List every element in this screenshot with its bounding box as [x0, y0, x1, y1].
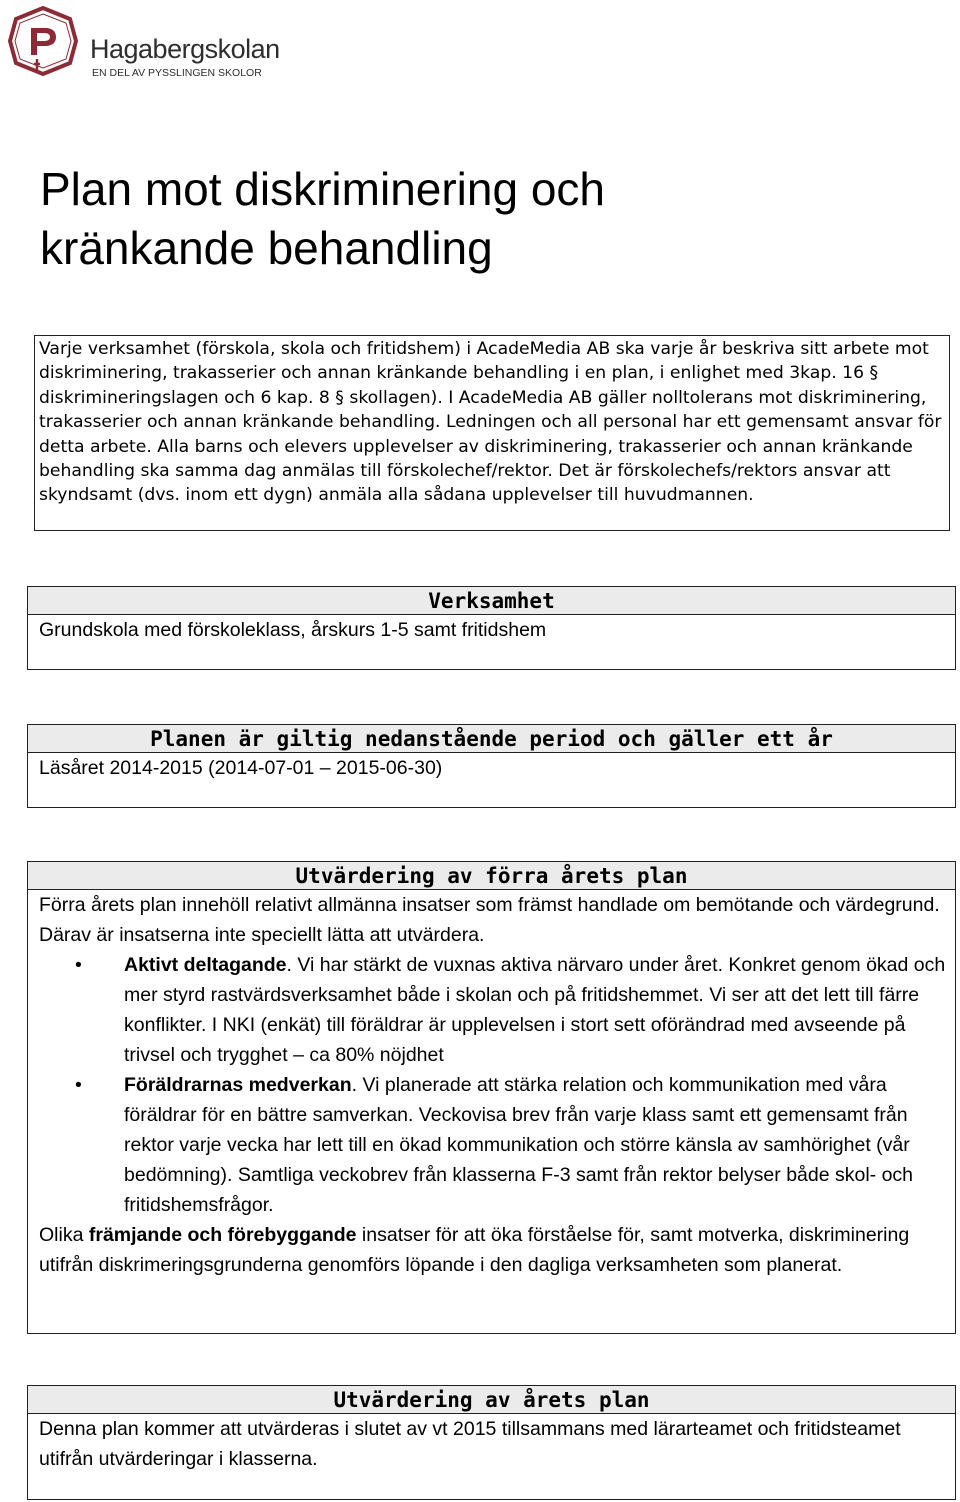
closing-text-end: insatser för att öka förståelse för, samt motverka, diskriminering utifrån diskrimeringsgrunderna genomförs löpande i den dagliga verksamheten som planerat.	[39, 1224, 910, 1276]
forra-aret-closing	[39, 1220, 955, 1280]
intro-text: Varje verksamhet (förskola, skola och fritidshem) i AcadeMedia AB ska varje år beskriva sitt arbete mot diskriminering, trakasserier och annan kränkande behandling i en plan, i enlighet med 3kap. 16 § diskrimineringslagen och 6 kap. 8 § skollagen). I AcadeMedia AB gäller nolltolerans mot diskriminering, trakasserier och annan kränkande behandling. Ledningen och all personal har ett gemensamt ansvar för detta arbete. Alla barns och elevers upplevelser av diskriminering, trakasserier och annan kränkande behandling ska samma dag anmälas till förskolechef/rektor. Det är förskolechefs/rektors ansvar att skyndsamt (dvs. inom ett dygn) anmäla alla sådana upplevelser till huvudmannen.	[39, 339, 942, 506]
period-text: Läsåret 2014-2015 (2014-07-01 – 2015-06-30)	[39, 757, 443, 779]
verksamhet-heading: Verksamhet	[28, 587, 955, 615]
page-title	[40, 160, 920, 278]
closing-bold-text: främjande och förebyggande	[88, 1224, 357, 1246]
list-item	[39, 950, 955, 1070]
arets-plan-text: Denna plan kommer att utvärderas i slutet av vt 2015 tillsammans med lärarteamet och fritidsteamet utifrån utvärderingar i klasserna.	[39, 1418, 901, 1470]
bullet-text: . Vi har stärkt de vuxnas aktiva närvaro under året. Konkret genom ökad och mer styrd rastvärdsverksamhet både i skolan och på fritidshemmet. Vi ser att det lett till färre konflikter. I NKI (enkät) till föräldrar är upplevelsen i stort sett oförändrad med avseende på trivsel och trygghet – ca 80% nöjdhet	[124, 954, 946, 1066]
bullet-title: Föräldrarnas medverkan	[124, 1074, 352, 1096]
school-logo	[8, 6, 280, 79]
arets-plan-heading: Utvärdering av årets plan	[28, 1386, 955, 1414]
forra-aret-intro: Förra årets plan innehöll relativt allmänna insatser som främst handlade om bemötande och värdegrund. Därav är insatserna inte speciellt lätta att utvärdera.	[39, 894, 940, 946]
bullet-icon: •	[75, 1074, 82, 1096]
verksamhet-text: Grundskola med förskoleklass, årskurs 1-5 samt fritidshem	[39, 619, 547, 641]
page-title-line-2: kränkande behandling	[40, 222, 493, 274]
forra-aret-body	[28, 890, 955, 1280]
period-box	[27, 724, 956, 808]
arets-plan-box	[27, 1385, 956, 1500]
verksamhet-box	[27, 586, 956, 670]
bullet-icon: •	[75, 954, 82, 976]
school-name: Hagabergskolan	[90, 34, 280, 64]
forra-aret-heading: Utvärdering av förra årets plan	[28, 862, 955, 890]
bullet-title: Aktivt deltagande	[124, 954, 287, 976]
closing-text-start: Olika	[39, 1224, 89, 1246]
intro-box	[34, 335, 950, 531]
bullet-text: . Vi planerade att stärka relation och kommunikation med våra föräldrar för en bättre samverkan. Veckovisa brev från varje klass samt ett gemensamt från rektor varje vecka har lett till en ökad kommunikation och större känsla av samhörighet (vår bedömning). Samtliga veckobrev från klasserna F-3 samt från rektor belyser både skol- och fritidshemsfrågor.	[124, 1074, 914, 1216]
period-heading: Planen är giltig nedanstående period och gäller ett år	[28, 725, 955, 753]
list-item	[39, 1070, 955, 1220]
forra-aret-box	[27, 861, 956, 1334]
school-subtitle: EN DEL AV PYSSLINGEN SKOLOR	[92, 67, 262, 79]
page-title-line-1: Plan mot diskriminering och	[40, 163, 606, 215]
pysslingen-emblem-icon	[8, 6, 78, 76]
